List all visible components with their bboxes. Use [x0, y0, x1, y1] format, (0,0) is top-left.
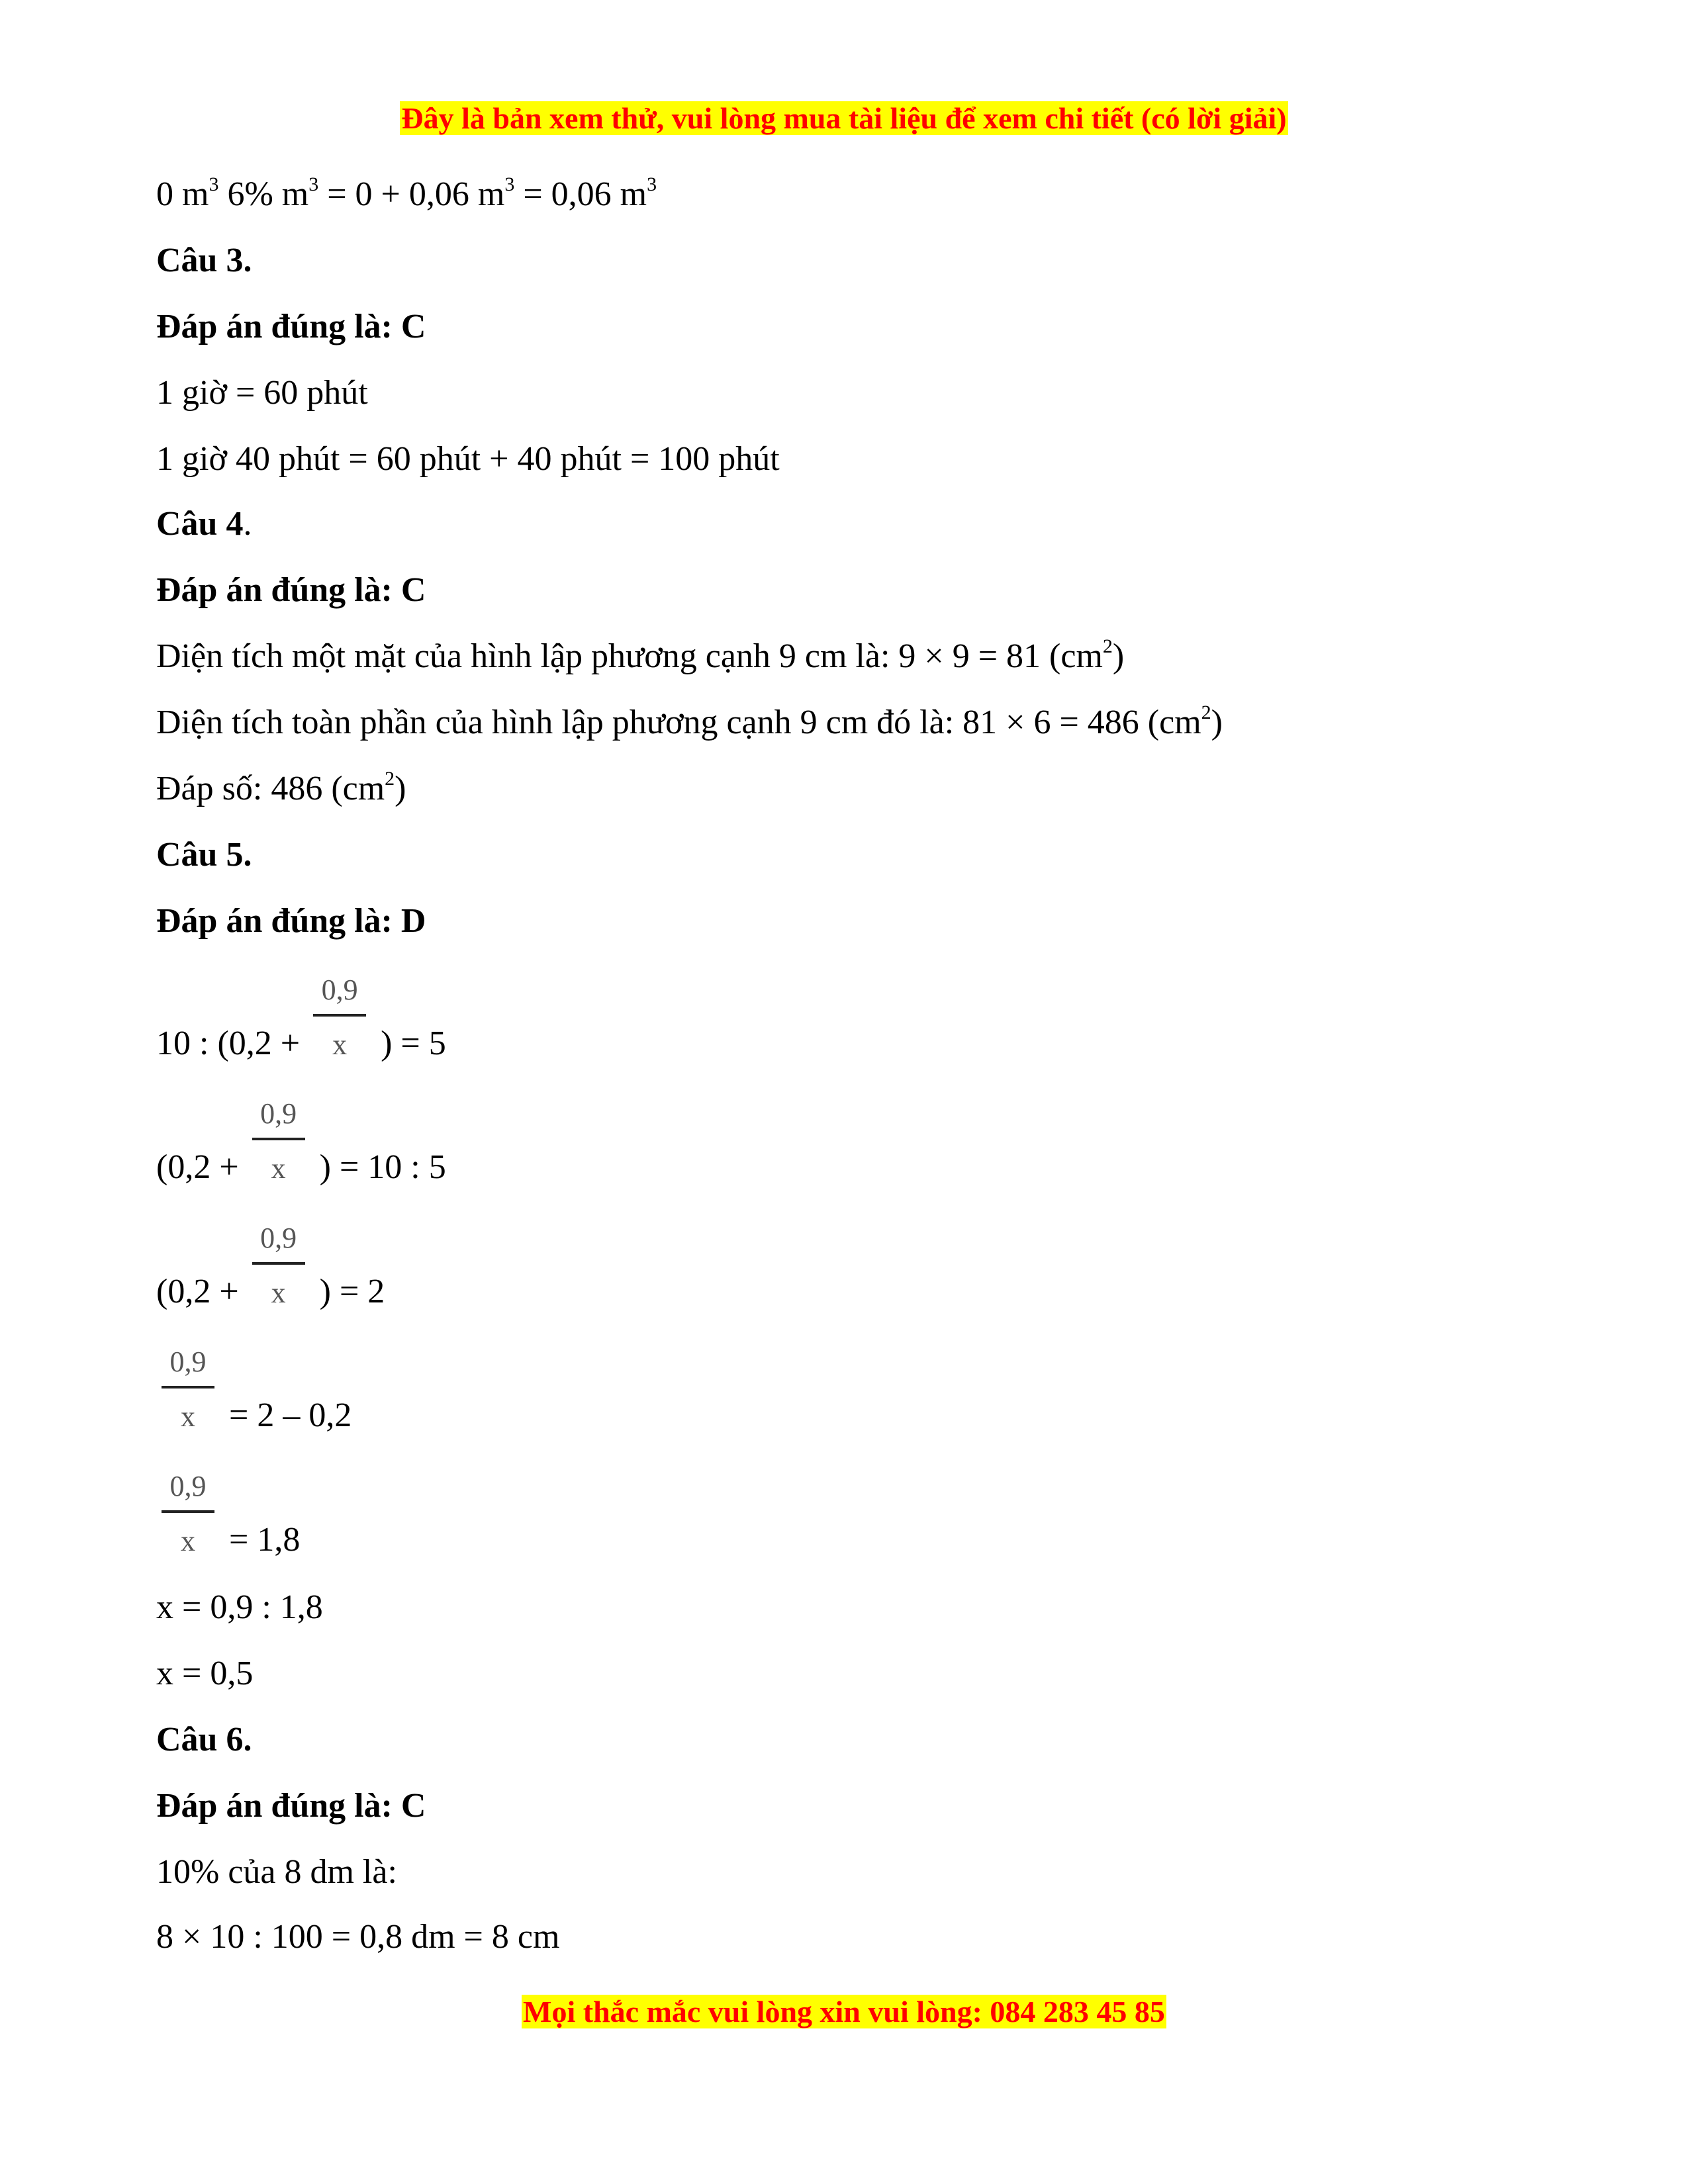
question-5-answer: Đáp án đúng là: D [156, 902, 426, 940]
question-6-line-2: 8 × 10 : 100 = 0,8 dm = 8 cm [156, 1918, 560, 1956]
contact-banner [0, 1989, 1688, 2035]
question-3-heading: Câu 3. [156, 242, 252, 279]
question-4-line-3: Đáp số: 486 $(cm^2)$ [156, 768, 406, 807]
question-6-heading: Câu 6. [156, 1721, 252, 1758]
question-3-answer: Đáp án đúng là: C [156, 308, 426, 345]
contact-text: Mọi thắc mắc vui lòng xin vui lòng: 084 283 45 85 [523, 1995, 1165, 2028]
equation-step-5: $\frac{0,9}{x} = 1,8$ [156, 1517, 300, 1563]
question-5-heading: Câu 5. [156, 836, 252, 874]
preview-notice-text: Đây là bản xem thử, vui lòng mua tài liệu để xem chi tiết (có lời giải) [401, 101, 1287, 135]
question-6-line-1: 10% của 8 dm là: [156, 1853, 397, 1891]
preview-notice-banner [0, 95, 1688, 142]
equation-step-4: $\frac{0,9}{x} = 2 - 0,2$ [156, 1392, 352, 1439]
question-3-line-2: 1 giờ 40 phút = 60 phút + 40 phút = 100 phút [156, 440, 780, 478]
question-4-line-2: Diện tích toàn phần của hình lập phương cạnh 9 cm đó là: 81 × 6 = 486 $(cm^2)$ [156, 702, 1223, 741]
equation-step-7: x = 0,5 [156, 1655, 254, 1692]
equation-step-1: 10 : (0,2 + $\frac{0,9}{x}$ ) = 5 [156, 1021, 446, 1067]
question-4-answer: Đáp án đúng là: C [156, 571, 426, 609]
question-4-heading: Câu 4. [156, 505, 252, 543]
fraction: $\frac{0,9}{x}$ [252, 1270, 305, 1316]
question-3-line-1: 1 giờ = 60 phút [156, 374, 368, 412]
question-4-line-1: Diện tích một mặt của hình lập phương cạnh 9 cm là: 9 × 9 = 81 $(cm^2)$ [156, 635, 1125, 675]
volume-calculation-line: 0 $m^3$ 6% $m^3 = 0 + 0,06$ $m^3 = 0,06$ $m^3$ [156, 173, 657, 213]
fraction: $\frac{0,9}{x}$ [162, 1394, 214, 1440]
equation-step-3: (0,2 + $\frac{0,9}{x}$ ) = 2 [156, 1269, 385, 1315]
fraction: $\frac{0,9}{x}$ [252, 1146, 305, 1192]
equation-step-6: x = 0,9 : 1,8 [156, 1588, 323, 1626]
fraction: $\frac{0,9}{x}$ [313, 1022, 366, 1068]
question-6-answer: Đáp án đúng là: C [156, 1787, 426, 1825]
fraction: $\frac{0,9}{x}$ [162, 1518, 214, 1565]
equation-step-2: (0,2 + $\frac{0,9}{x}$ ) = 10 : 5 [156, 1144, 446, 1191]
